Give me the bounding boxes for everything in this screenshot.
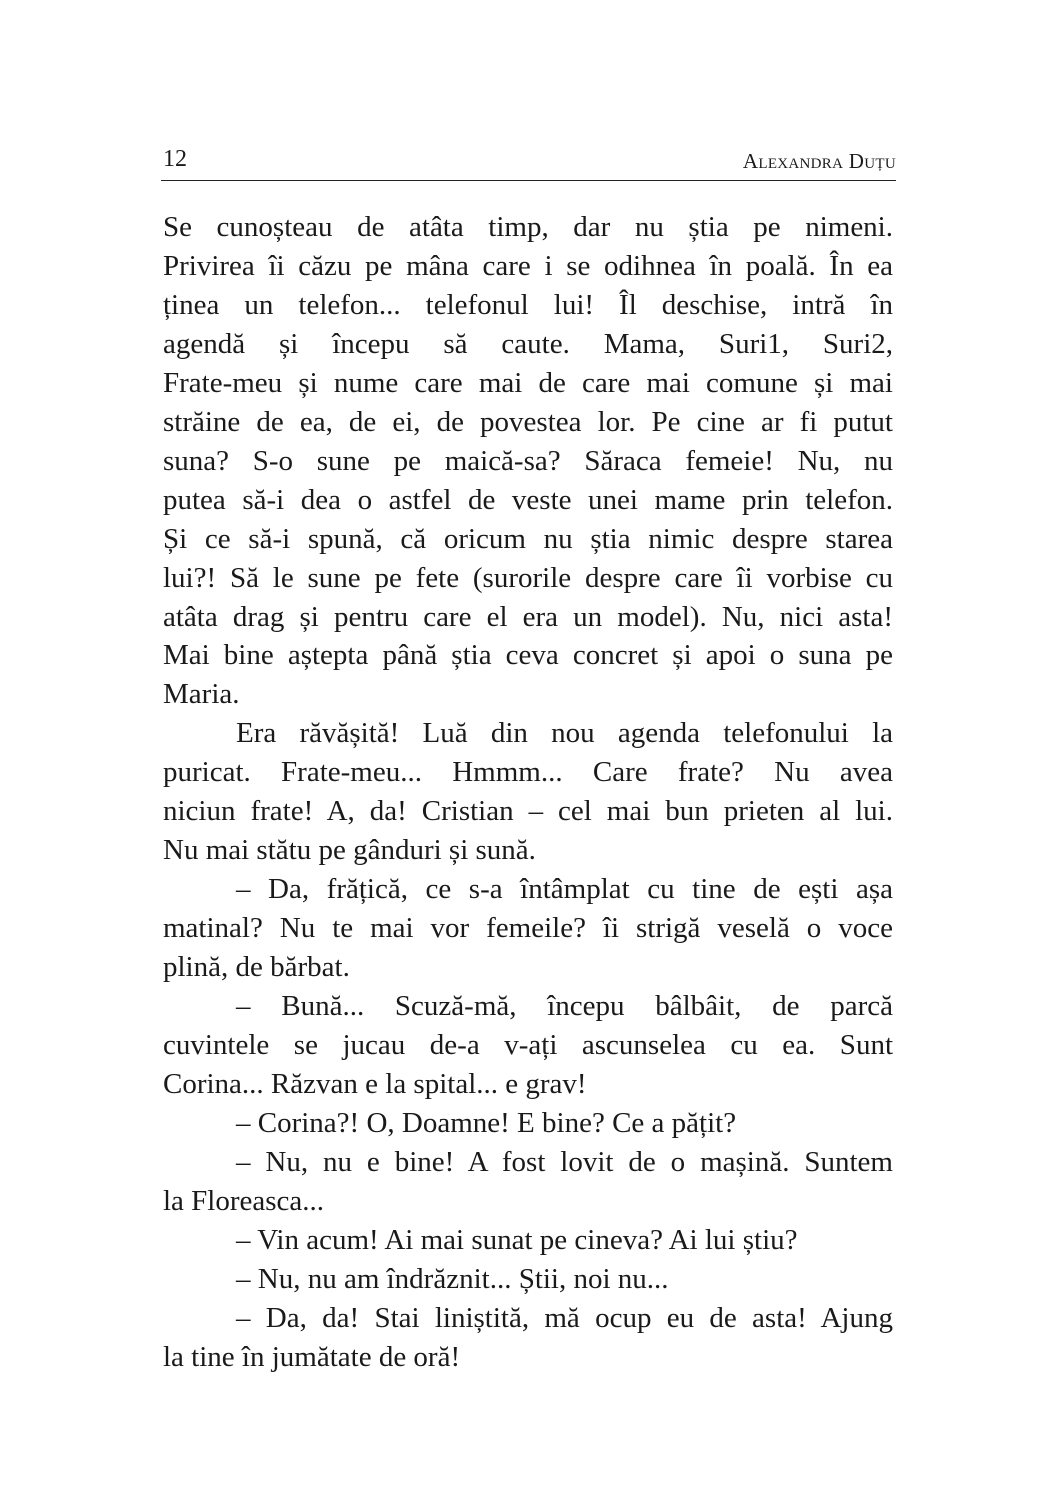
- text-line: atâta drag și pentru care el era un model). Nu, nici asta!: [163, 600, 893, 633]
- text-line: Corina... Răzvan e la spital... e grav!: [163, 1067, 587, 1100]
- text-line: ținea un telefon... telefonul lui! Îl deschise, intră în: [163, 288, 893, 321]
- text-line: cuvintele se jucau de-a v-ați ascunselea cu ea. Sunt: [163, 1029, 893, 1062]
- paragraph: [163, 1221, 893, 1260]
- text-line: – Da, frățică, ce s-a întâmplat cu tine de ești așa: [236, 873, 893, 906]
- text-line: Maria.: [163, 678, 240, 711]
- text-line: – Bună... Scuză-mă, începu bâlbâit, de parcă: [236, 990, 893, 1023]
- text-line: Frate-meu și nume care mai de care mai comune și mai: [163, 366, 893, 399]
- text-line: lui?! Să le sune pe fete (surorile despre care îi vorbise cu: [163, 561, 893, 594]
- paragraph: [163, 208, 893, 714]
- paragraph: [163, 1143, 893, 1221]
- text-line: Și ce să-i spună, că oricum nu știa nimic despre starea: [163, 522, 893, 555]
- page-number: 12: [163, 146, 187, 172]
- text-line: plină, de bărbat.: [163, 951, 350, 984]
- page-body-text: [163, 208, 893, 1377]
- paragraph: [163, 987, 893, 1104]
- text-line: Mai bine aștepta până știa ceva concret și apoi o suna pe: [163, 639, 893, 672]
- text-line: putea să-i dea o astfel de veste unei mame prin telefon.: [163, 483, 893, 516]
- text-line: agendă și începu să caute. Mama, Suri1, Suri2,: [163, 327, 893, 360]
- text-line: puricat. Frate-meu... Hmmm... Care frate? Nu avea: [163, 756, 893, 789]
- paragraph: [163, 714, 893, 870]
- paragraph: [163, 1299, 893, 1377]
- text-line: suna? S-o sune pe maică-sa? Săraca femeie! Nu, nu: [163, 444, 893, 477]
- text-line: – Corina?! O, Doamne! E bine? Ce a pățit?: [236, 1106, 737, 1139]
- paragraph: [163, 870, 893, 987]
- text-line: – Nu, nu e bine! A fost lovit de o mașină. Suntem: [236, 1145, 893, 1178]
- text-line: Se cunoșteau de atâta timp, dar nu știa pe nimeni.: [163, 211, 893, 243]
- text-line: Nu mai stătu pe gânduri și sună.: [163, 834, 536, 867]
- text-line: la tine în jumătate de oră!: [163, 1340, 461, 1373]
- text-line: la Floreasca...: [163, 1184, 325, 1217]
- text-line: – Vin acum! Ai mai sunat pe cineva? Ai lui știu?: [236, 1223, 798, 1256]
- text-line: Era răvășită! Luă din nou agenda telefonului la: [236, 717, 893, 750]
- running-header-author: Alexandra Duțu: [742, 149, 896, 173]
- text-line: niciun frate! A, da! Cristian – cel mai bun prieten al lui.: [163, 795, 893, 828]
- running-header: [161, 146, 896, 181]
- text-line: Privirea îi căzu pe mâna care i se odihnea în poală. În ea: [163, 249, 893, 282]
- text-line: matinal? Nu te mai vor femeile? îi strigă veselă o voce: [163, 912, 893, 945]
- paragraph: [163, 1260, 893, 1299]
- text-line: străine de ea, de ei, de povestea lor. Pe cine ar fi putut: [163, 405, 893, 438]
- paragraph: [163, 1104, 893, 1143]
- text-line: – Nu, nu am îndrăznit... Știi, noi nu...: [236, 1262, 669, 1295]
- text-line: – Da, da! Stai liniștită, mă ocup eu de asta! Ajung: [236, 1301, 893, 1334]
